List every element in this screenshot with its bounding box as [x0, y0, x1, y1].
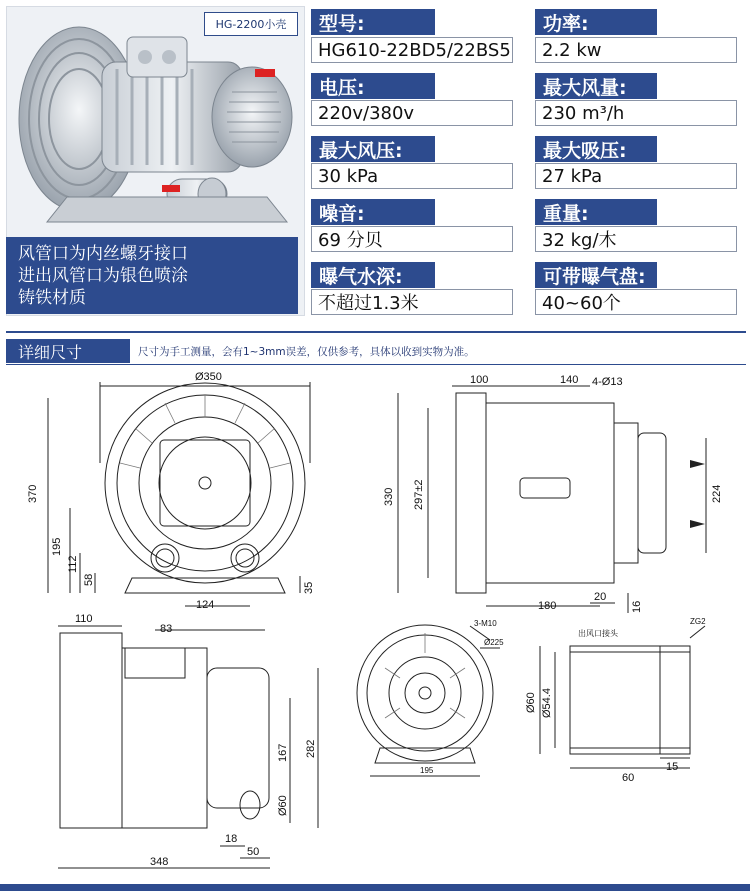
dim-front-35: 35 — [303, 581, 315, 594]
dim-side-180: 180 — [538, 600, 557, 612]
section-note: 尺寸为手工测量，会有1~3mm误差，仅供参考，具体以收到实物为准。 — [138, 346, 475, 358]
dim-bottom-282: 282 — [305, 739, 317, 758]
dim-side-224: 224 — [711, 484, 723, 503]
spec-value-max-pressure: 30 kPa — [311, 163, 513, 189]
dim-front-83: 83 — [160, 623, 173, 635]
model-tag: HG-2200小壳 — [204, 12, 298, 36]
blower-illustration — [7, 7, 304, 237]
outlet-title: 出风口接头 — [578, 629, 618, 638]
front-fan-fins — [120, 395, 465, 718]
dim-bottom-dia60: Ø60 — [277, 795, 289, 816]
dim-bottom-18: 18 — [225, 833, 238, 845]
dim-side-100: 100 — [470, 374, 489, 386]
dim-front-58: 58 — [83, 573, 95, 586]
spec-label-voltage: 电压: — [311, 73, 435, 99]
spec-label-max-pressure: 最大风压: — [311, 136, 435, 162]
dim-side-holes: 4-Ø13 — [592, 376, 623, 388]
spec-label-depth: 曝气水深: — [311, 262, 435, 288]
feature-line: 进出风管口为银色喷涂 — [18, 266, 188, 286]
spec-label-noise: 噪音: — [311, 199, 435, 225]
spec-label-max-suction: 最大吸压: — [535, 136, 657, 162]
dim-bottom-50: 50 — [247, 846, 260, 858]
outlet-pipe — [540, 626, 705, 768]
spec-value-max-suction: 27 kPa — [535, 163, 737, 189]
side-view — [398, 386, 706, 613]
dim-side-140: 140 — [560, 374, 579, 386]
section-title: 详细尺寸 — [6, 339, 130, 363]
section-underline — [6, 364, 746, 365]
dimension-drawings — [0, 368, 750, 882]
flow-arrows — [690, 460, 705, 528]
dim-front-112: 112 — [67, 555, 79, 573]
outlet-d60: Ø60 — [525, 692, 537, 713]
dim-rear-225: Ø225 — [484, 638, 504, 647]
dim-front-370: 370 — [27, 484, 39, 503]
spec-value-weight: 32 kg/木 — [535, 226, 737, 252]
feature-line: 铸铁材质 — [18, 288, 86, 308]
dim-front-diameter: Ø350 — [195, 371, 222, 383]
dim-bottom-110: 110 — [75, 613, 93, 625]
spec-value-diffuser: 40~60个 — [535, 289, 737, 315]
outlet-d54: Ø54.4 — [541, 688, 553, 718]
spec-value-voltage: 220v/380v — [311, 100, 513, 126]
dim-side-20: 20 — [594, 591, 607, 603]
spec-label-power: 功率: — [535, 9, 657, 35]
spec-value-power: 2.2 kw — [535, 37, 737, 63]
outlet-l15: 15 — [666, 761, 679, 773]
outlet-thread: ZG2 — [690, 617, 706, 626]
spec-value-noise: 69 分贝 — [311, 226, 513, 252]
spec-value-depth: 不超过1.3米 — [311, 289, 513, 315]
dim-rear-195: 195 — [420, 766, 434, 775]
outlet-l60: 60 — [622, 772, 635, 784]
feature-box — [6, 237, 298, 314]
dim-bottom-348: 348 — [150, 856, 169, 868]
spec-label-weight: 重量: — [535, 199, 657, 225]
dim-front-195: 195 — [51, 537, 63, 556]
bottom-bar — [0, 884, 750, 891]
dim-side-297: 297±2 — [413, 479, 425, 510]
spec-label-diffuser: 可带曝气盘: — [535, 262, 657, 288]
section-divider — [6, 331, 746, 333]
rear-view — [357, 625, 500, 776]
spec-label-model: 型号: — [311, 9, 435, 35]
spec-value-model: HG610-22BD5/22BS5 — [311, 37, 513, 63]
dim-front-124: 124 — [196, 599, 215, 611]
spec-label-max-flow: 最大风量: — [535, 73, 657, 99]
spec-value-max-flow: 230 m³/h — [535, 100, 737, 126]
dim-bottom-167: 167 — [277, 743, 289, 762]
feature-line: 风管口为内丝螺牙接口 — [18, 244, 188, 264]
dim-rear-holes: 3-M10 — [474, 619, 497, 628]
front-view — [48, 382, 310, 630]
dim-side-16: 16 — [631, 600, 643, 613]
dim-side-330: 330 — [383, 487, 395, 506]
